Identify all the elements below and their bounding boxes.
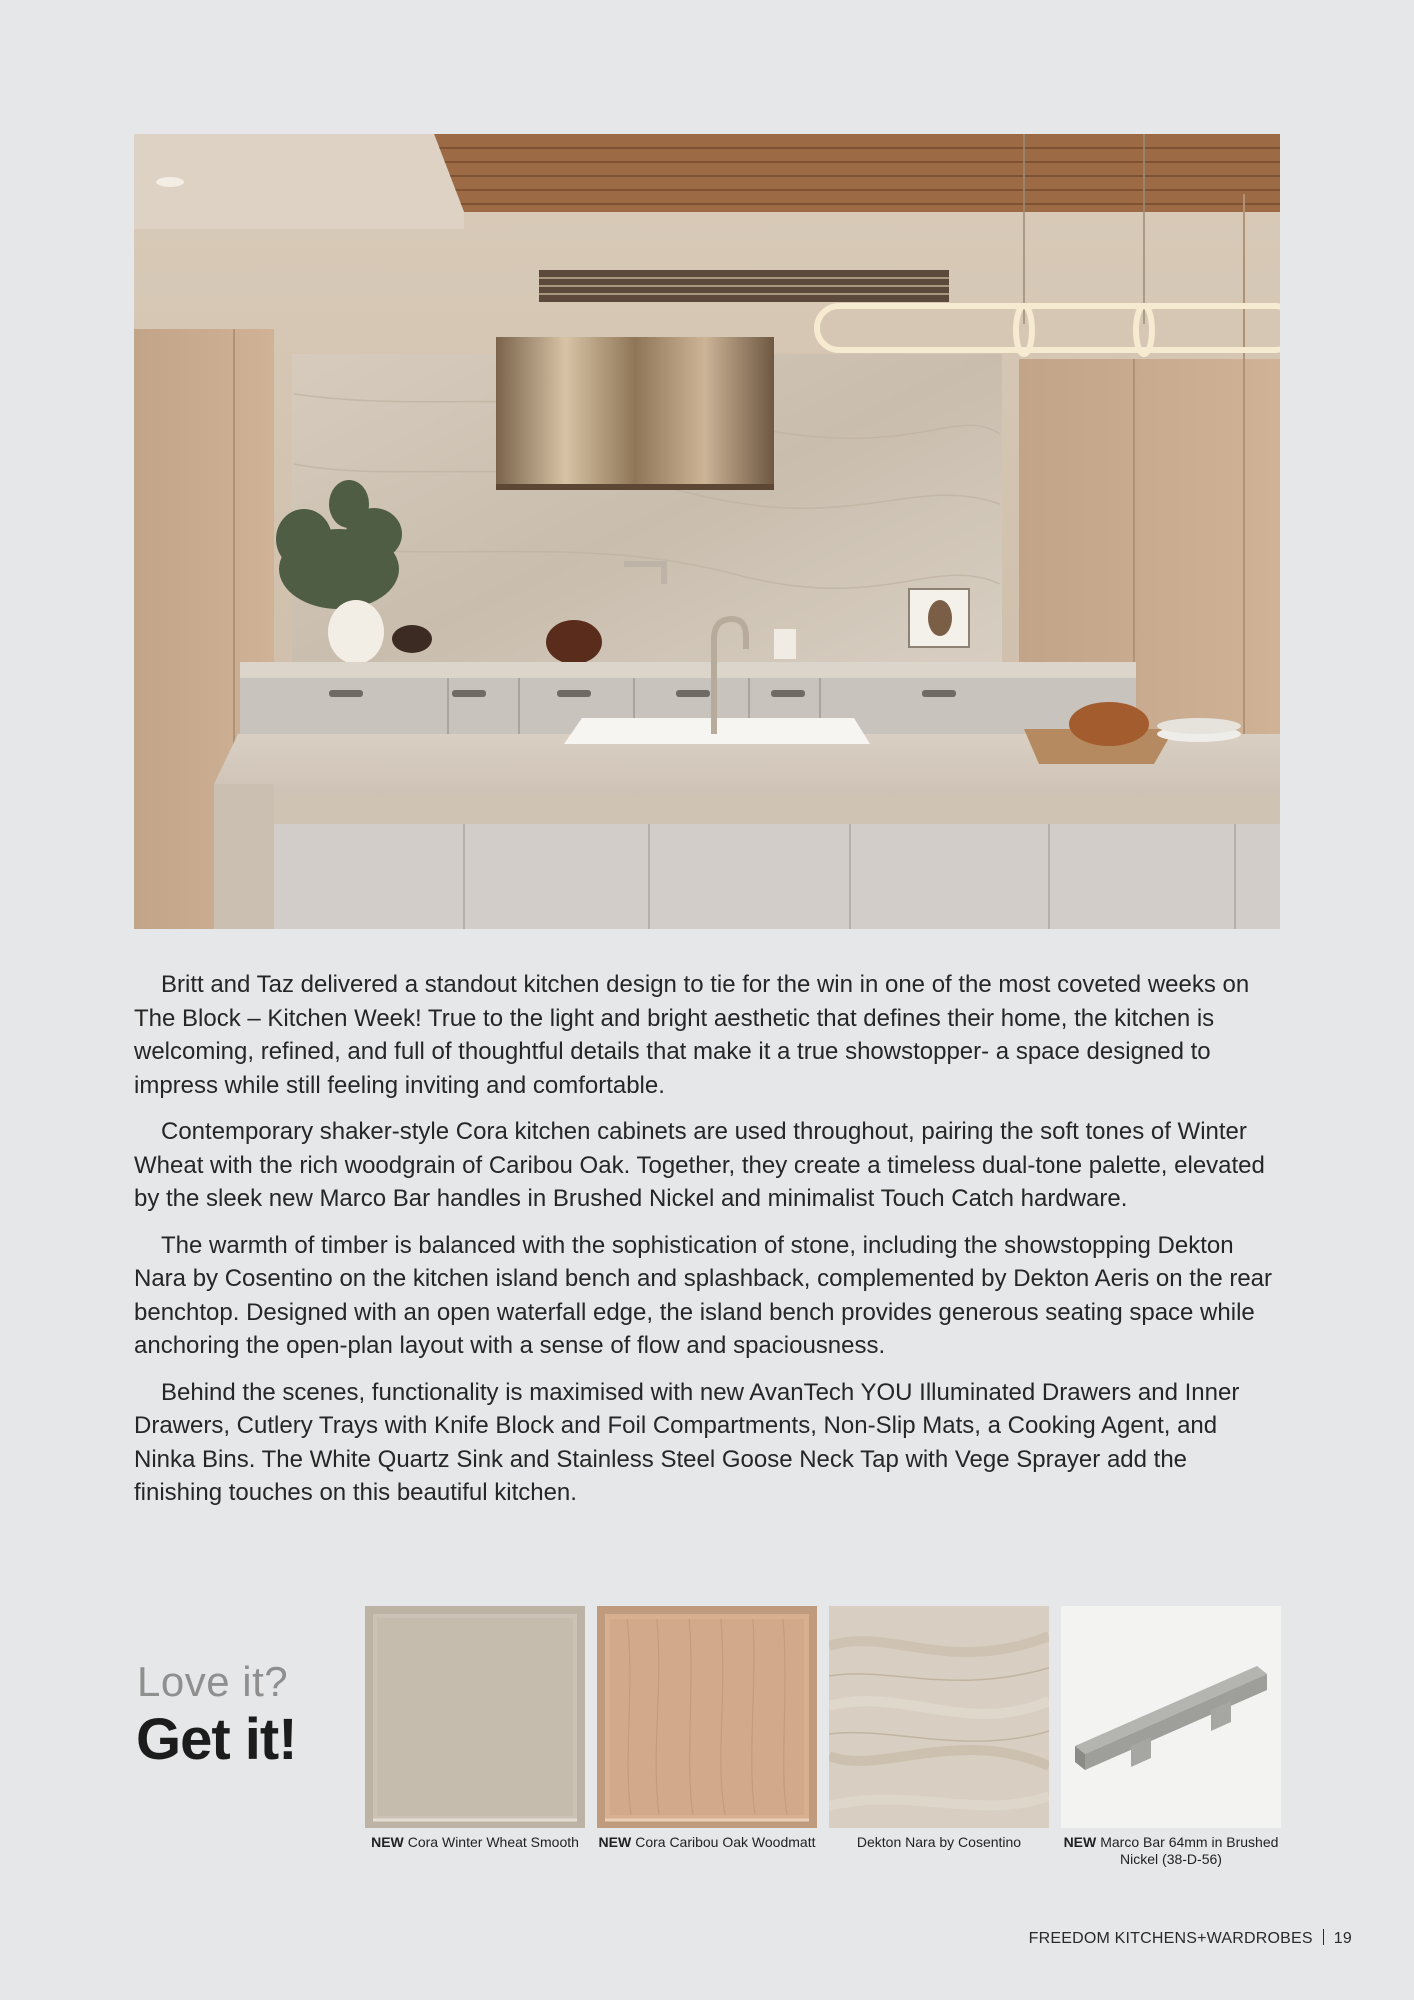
article-paragraph: The warmth of timber is balanced with the sophistication of stone, including the showstopping Dekton Nara by Cosentino on the kitchen island bench and splashback, complemented by Dekton Aeris on the rear benchtop. Designed with an open waterfall edge, the island bench provides generous seating space while anchoring the open-plan layout with a sense of flow and spaciousness.	[134, 1231, 1273, 1359]
winter-wheat-swatch-image	[365, 1606, 585, 1828]
marco-bar-handle-image	[1061, 1606, 1281, 1828]
page-number: 19	[1333, 1930, 1352, 1947]
get-it-heading: Get it!	[136, 1707, 297, 1772]
caribou-oak-swatch-image	[597, 1606, 817, 1828]
swatch-winter-wheat[interactable]	[365, 1606, 585, 1828]
product-name: Marco Bar 64mm in Brushed Nickel (38-D-56)	[1100, 1834, 1279, 1867]
new-badge: NEW	[371, 1834, 404, 1850]
article-paragraph: Britt and Taz delivered a standout kitchen design to tie for the win in one of the most coveted weeks on The Block – Kitchen Week! True to the light and bright aesthetic that defines their home, the kitchen is welcoming, refined, and full of thoughtful details that make it a true showstopper- a space designed to impress while still feeling inviting and comfortable.	[134, 971, 1250, 1099]
article-paragraph: Behind the scenes, functionality is maximised with new AvanTech YOU Illuminated Drawers and Inner Drawers, Cutlery Trays with Knife Block and Foil Compartments, Non-Slip Mats, a Cooking Agent, and Ninka Bins. The White Quartz Sink and Stainless Steel Goose Neck Tap with Vege Sprayer add the finishing touches on this beautiful kitchen.	[134, 1378, 1240, 1506]
product-name: Dekton Nara by Cosentino	[856, 1834, 1022, 1850]
dekton-nara-swatch-image	[829, 1606, 1049, 1828]
swatch-dekton-nara[interactable]	[829, 1606, 1049, 1828]
hero-kitchen-photo	[134, 134, 1280, 929]
page-footer	[1029, 1929, 1352, 1948]
swatch-caribou-oak[interactable]	[597, 1606, 817, 1828]
product-caption-caribou-oak	[597, 1834, 817, 1851]
new-badge: NEW	[1063, 1834, 1097, 1850]
product-name: Cora Winter Wheat Smooth	[407, 1834, 579, 1850]
footer-divider	[1323, 1929, 1324, 1945]
product-name: Cora Caribou Oak Woodmatt	[635, 1834, 816, 1850]
product-caption-dekton-nara	[829, 1834, 1049, 1851]
kitchen-illustration	[134, 134, 1280, 929]
product-caption-marco-bar	[1061, 1834, 1281, 1868]
new-badge: NEW	[598, 1834, 632, 1850]
article-paragraph: Contemporary shaker-style Cora kitchen cabinets are used throughout, pairing the soft tones of Winter Wheat with the rich woodgrain of Caribou Oak. Together, they create a timeless dual-tone palette, elevated by the sleek new Marco Bar handles in Brushed Nickel and minimalist Touch Catch hardware.	[134, 1118, 1265, 1212]
product-caption-winter-wheat	[365, 1834, 585, 1851]
article-body	[134, 968, 1280, 1523]
footer-brand: FREEDOM KITCHENS+WARDROBES	[1028, 1930, 1313, 1947]
swatch-marco-bar[interactable]	[1061, 1606, 1281, 1828]
love-it-heading: Love it?	[137, 1658, 289, 1705]
